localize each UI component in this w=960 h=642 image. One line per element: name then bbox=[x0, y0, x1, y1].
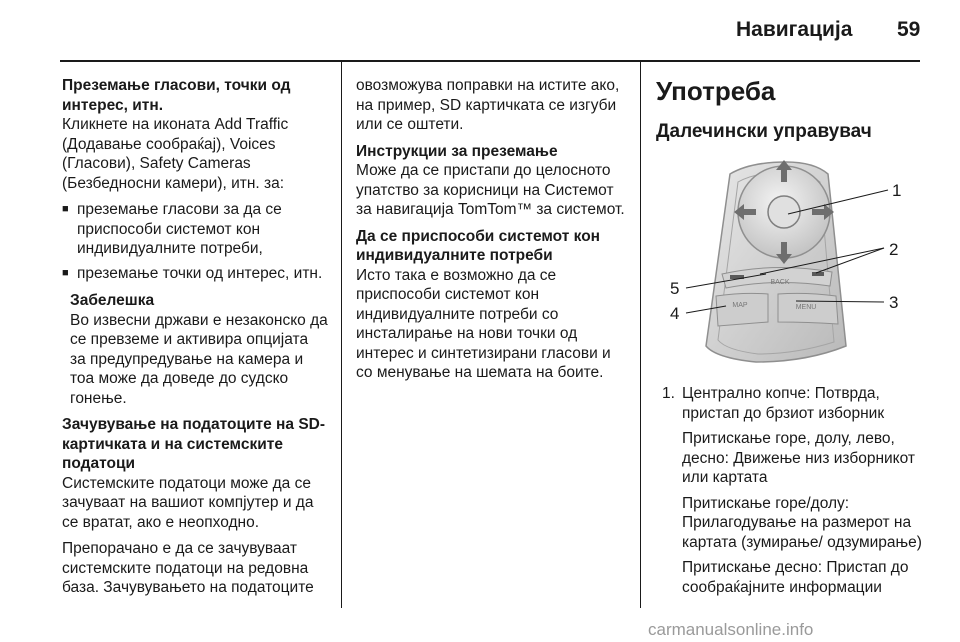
column-divider-2 bbox=[640, 62, 641, 608]
download-bullet-list bbox=[62, 200, 328, 283]
callout-3: 3 bbox=[889, 293, 899, 312]
item-line: Притискање горе, долу, лево, десно: Движење низ изборникот или картата bbox=[682, 430, 915, 486]
map-label: MAP bbox=[732, 302, 748, 309]
customize-heading: Да се приспособи системот кон индивидуалните потреби bbox=[356, 227, 601, 264]
callout-2: 2 bbox=[889, 240, 899, 259]
page-number: 59 bbox=[897, 18, 921, 41]
instructions-heading: Инструкции за преземање bbox=[356, 142, 558, 160]
note-title: Забелешка bbox=[70, 292, 155, 309]
callout-4: 4 bbox=[670, 304, 680, 323]
map-button bbox=[716, 293, 768, 326]
callout-1: 1 bbox=[892, 181, 902, 200]
instructions-para: Може да се пристапи до целосното упатство за корисници на Системот за навигација TomTom™ за системот. bbox=[356, 162, 625, 218]
column-3 bbox=[656, 76, 926, 603]
column-2 bbox=[356, 76, 628, 390]
usage-title: Употреба bbox=[656, 76, 776, 106]
section-title: Навигација bbox=[736, 18, 853, 41]
item-line: Притискање горе/долу: Прилагодување на размерот на картата (зумирање/ одзумирање) bbox=[682, 494, 922, 551]
menu-label: MENU bbox=[795, 304, 817, 311]
download-heading: Преземање гласови, точки од интерес, итн. bbox=[62, 77, 291, 114]
backup-para-1: Системските податоци може да се зачуваат на вашиот компјутер и да се вратат, ако е неопходно. bbox=[62, 474, 314, 531]
remote-controls-list bbox=[656, 384, 926, 597]
download-intro: Кликнете на иконата Add Traffic (Додавање сообраќај), Voices (Гласови), Safety Cameras (Безбедносни камери), итн. за: bbox=[62, 116, 289, 192]
header-rule bbox=[60, 60, 920, 62]
remote-control-subtitle: Далечински управувач bbox=[656, 121, 872, 142]
customize-para: Исто така е возможно да се приспособи системот кон индивидуалните потреби со инсталирање на нови точки од интерес и синтетизирани гласови и со менување на шемата на боите. bbox=[356, 266, 611, 381]
item-line: Притискање десно: Пристап до сообраќајните информации bbox=[682, 559, 909, 596]
column-divider-1 bbox=[341, 62, 342, 608]
remote-control-figure bbox=[656, 156, 920, 368]
item-line: Централно копче: Потврда, пристап до брзиот изборник bbox=[682, 385, 885, 422]
callout-5: 5 bbox=[670, 279, 680, 298]
backup-continued: овозможува поправки на истите ако, на пример, SD картичката се изгуби или се оштети. bbox=[356, 77, 620, 133]
watermark: carmanualsonline.info bbox=[648, 620, 814, 639]
item-number: 1. bbox=[662, 385, 675, 402]
remote-control-illustration bbox=[656, 156, 920, 368]
list-item bbox=[656, 384, 926, 597]
note-box bbox=[62, 291, 328, 408]
note-body: Во извесни држави е незаконско да се превземе и активира опцијата за предупредување на камера и тоа може да доведе до судско гонење. bbox=[70, 311, 328, 407]
back-label: BACK bbox=[770, 279, 790, 286]
bullet-item: ■ преземање гласови за да се приспособи системот кон индивидуалните потреби, bbox=[62, 200, 328, 259]
page-header bbox=[0, 0, 960, 64]
backup-para-2: Препорачано е да се зачувуваат системските податоци на редовна база. Зачувувањето на податоците bbox=[62, 540, 314, 596]
column-1 bbox=[62, 76, 328, 605]
bullet-item: ■ преземање точки од интерес, итн. bbox=[62, 264, 328, 284]
backup-heading: Зачувување на податоците на SD-картичката и на системските податоци bbox=[62, 416, 326, 472]
